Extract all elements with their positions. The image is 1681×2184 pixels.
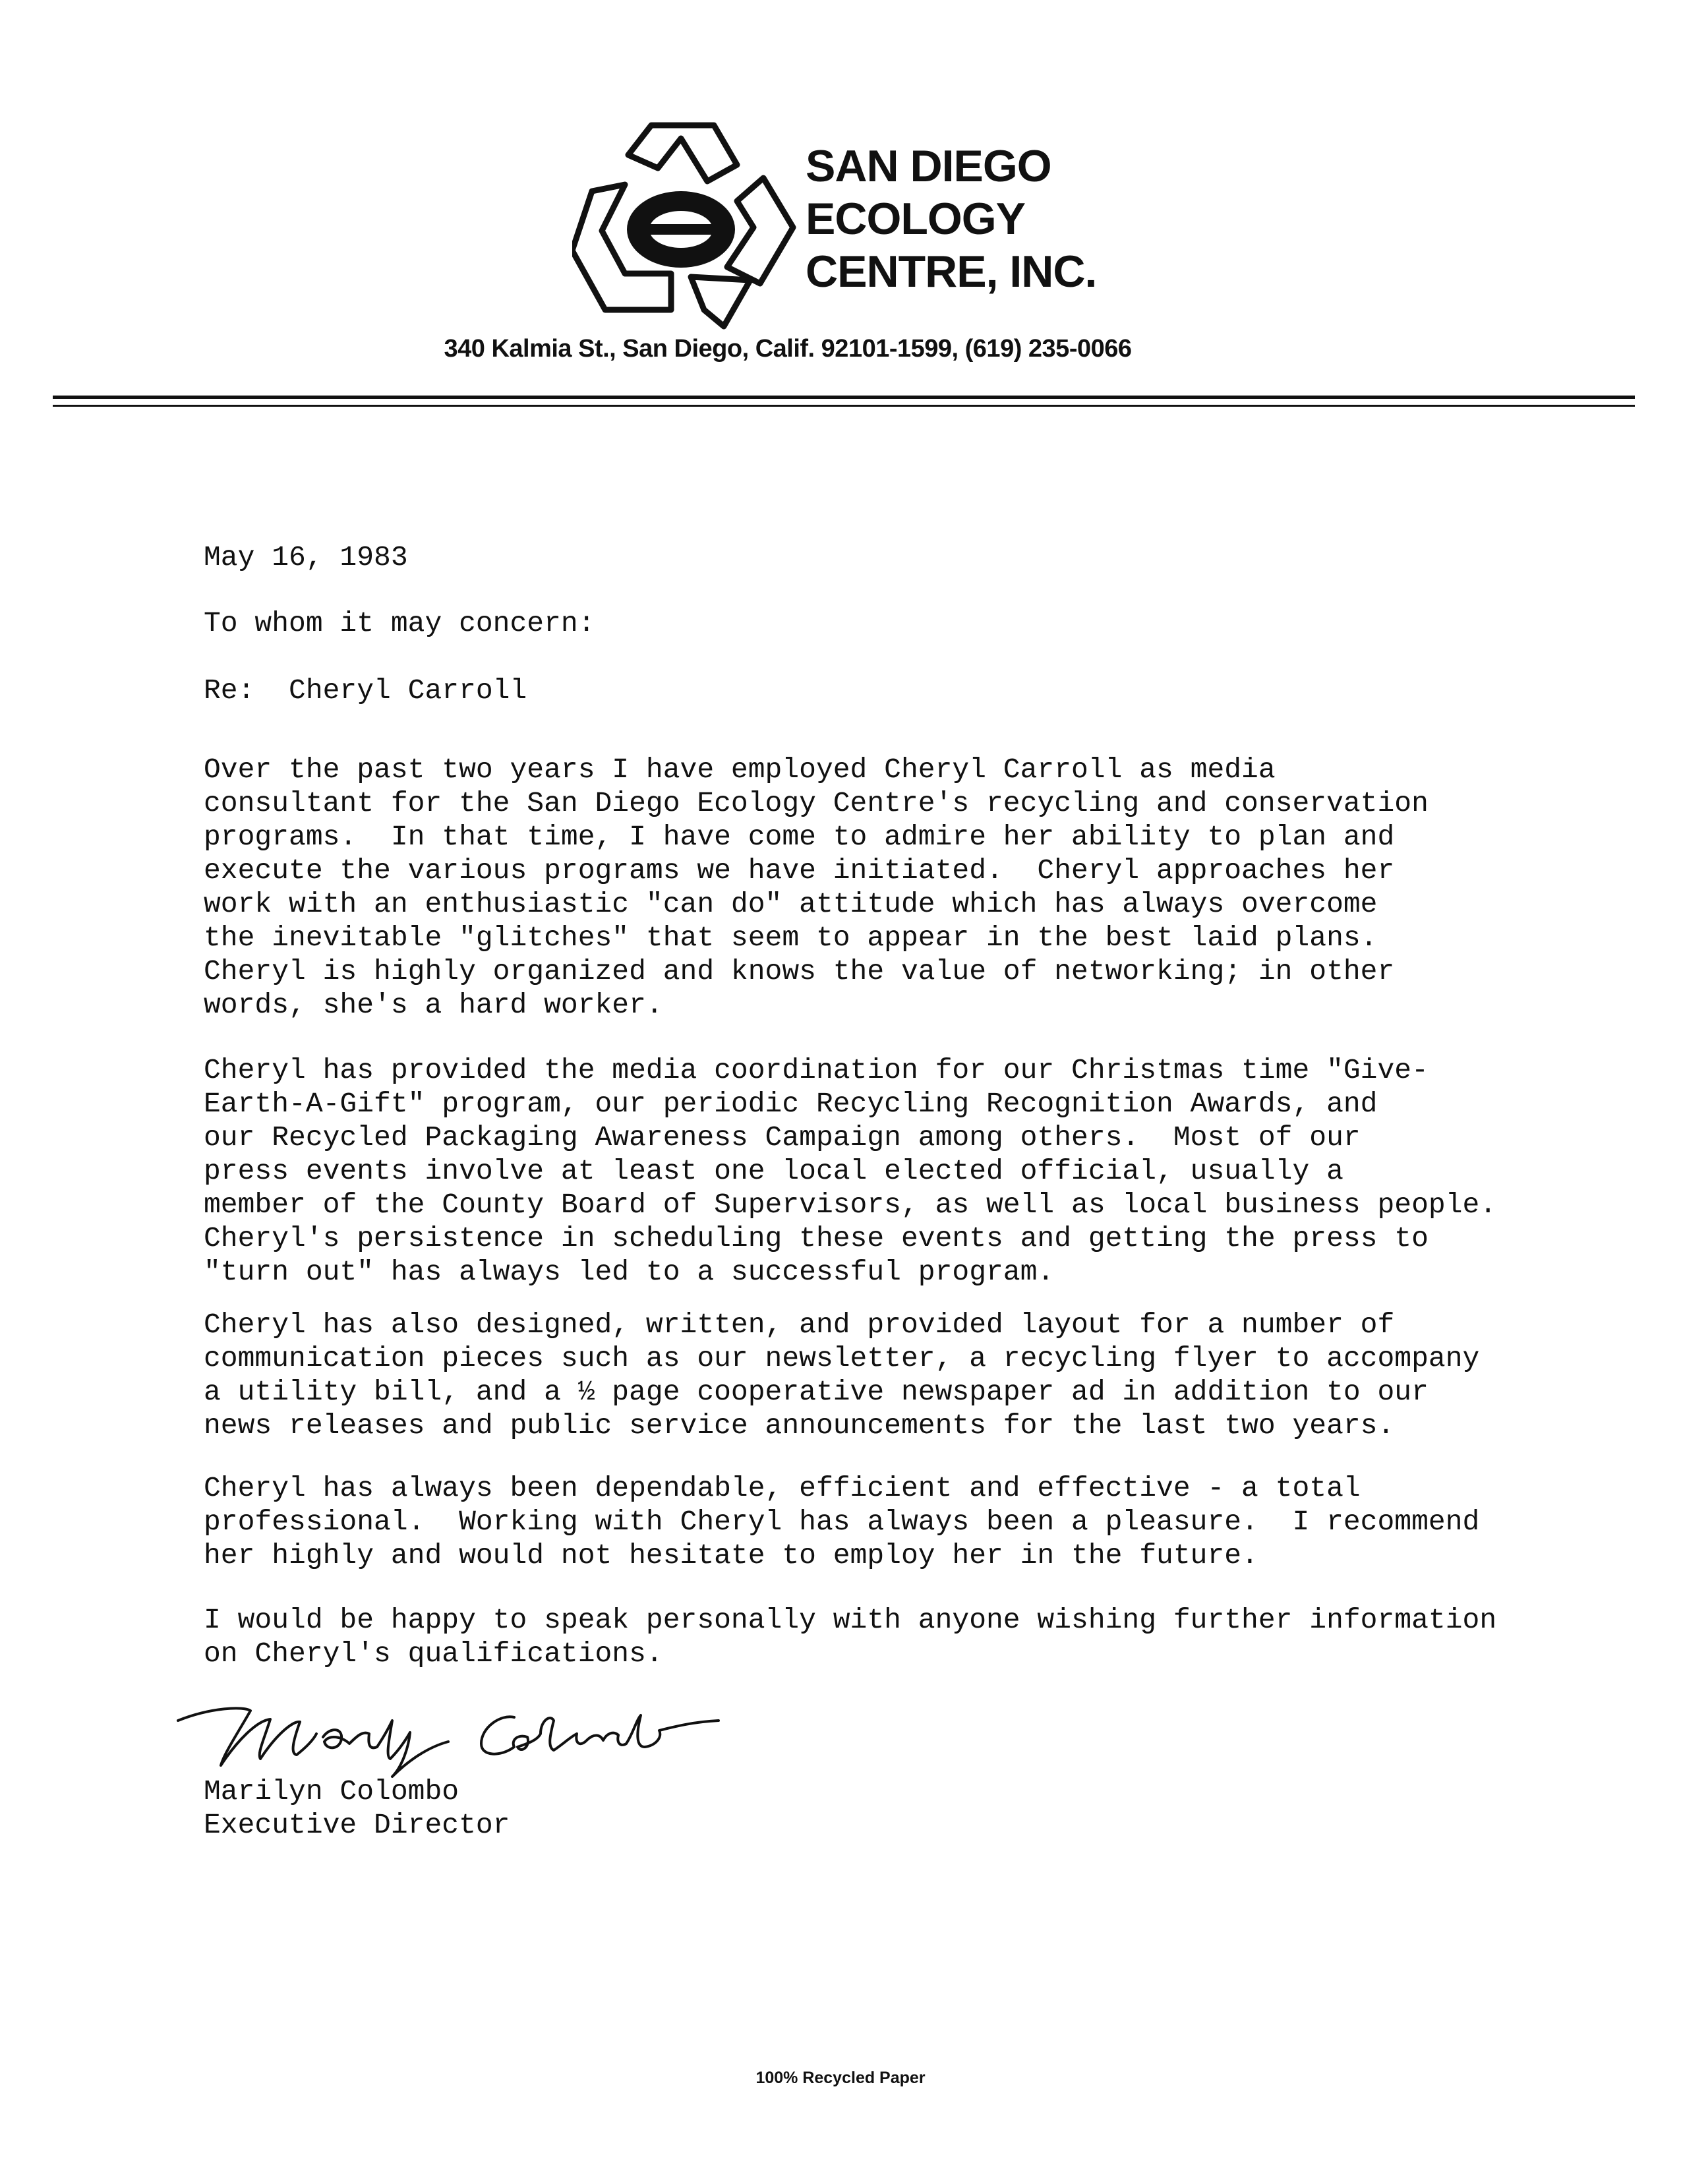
paragraph <box>204 1471 1479 1572</box>
subject-line: Re: Cheryl Carroll <box>204 674 527 707</box>
text-line: our Recycled Packaging Awareness Campaign among others. Most of our <box>204 1121 1361 1154</box>
header-divider <box>53 405 1635 407</box>
organization-name <box>806 140 1096 298</box>
header-divider <box>53 396 1635 399</box>
text-line: words, she's a hard worker. <box>204 989 663 1021</box>
text-line: Cheryl's persistence in scheduling these events and getting the press to <box>204 1222 1429 1254</box>
signer-title: Executive Director <box>204 1809 510 1841</box>
text-line: on Cheryl's qualifications. <box>204 1638 663 1670</box>
text-line: programs. In that time, I have come to admire her ability to plan and <box>204 821 1395 853</box>
paragraph <box>204 1603 1496 1670</box>
salutation: To whom it may concern: <box>204 607 595 639</box>
text-line: news releases and public service announcements for the last two years. <box>204 1409 1395 1442</box>
letterhead-address <box>0 335 1681 363</box>
text-line: Cheryl has always been dependable, efficient and effective - a total <box>204 1472 1361 1504</box>
paragraph <box>204 1053 1496 1289</box>
text-line: work with an enthusiastic "can do" attitude which has always overcome <box>204 888 1378 920</box>
text-line: Cheryl has also designed, written, and provided layout for a number of <box>204 1309 1395 1341</box>
organization-name-line: SAN DIEGO <box>806 141 1051 191</box>
text-line: execute the various programs we have initiated. Cheryl approaches her <box>204 854 1395 887</box>
text-line: communication pieces such as our newsletter, a recycling flyer to accompany <box>204 1342 1480 1374</box>
text-line: I would be happy to speak personally with anyone wishing further information <box>204 1604 1497 1636</box>
recycling-logo-icon <box>572 119 796 336</box>
paragraph <box>204 753 1429 1022</box>
organization-name-line: CENTRE, INC. <box>806 247 1097 297</box>
text-line: her highly and would not hesitate to employ her in the future. <box>204 1539 1258 1572</box>
signature-block <box>204 1775 510 1842</box>
organization-name-line: ECOLOGY <box>806 194 1026 244</box>
letter-date: May 16, 1983 <box>204 541 408 574</box>
text-line: Cheryl is highly organized and knows the value of networking; in other <box>204 955 1395 988</box>
letterhead <box>0 0 1681 422</box>
text-line: Over the past two years I have employed Cheryl Carroll as media <box>204 753 1276 786</box>
handwritten-signature <box>171 1681 752 1780</box>
text-line: professional. Working with Cheryl has always been a pleasure. I recommend <box>204 1506 1480 1538</box>
text-line: member of the County Board of Supervisors, as well as local business people. <box>204 1189 1497 1221</box>
footer-note: 100% Recycled Paper <box>755 2069 926 2087</box>
text-line: Cheryl has provided the media coordination for our Christmas time "Give- <box>204 1054 1429 1086</box>
signer-name: Marilyn Colombo <box>204 1775 459 1808</box>
paragraph <box>204 1308 1479 1442</box>
text-line: a utility bill, and a ½ page cooperative newspaper ad in addition to our <box>204 1376 1429 1408</box>
text-line: the inevitable "glitches" that seem to appear in the best laid plans. <box>204 922 1378 954</box>
text-line: Earth-A-Gift" program, our periodic Recycling Recognition Awards, and <box>204 1088 1378 1120</box>
text-line: consultant for the San Diego Ecology Centre's recycling and conservation <box>204 787 1429 819</box>
text-line: "turn out" has always led to a successful program. <box>204 1256 1055 1288</box>
text-line: press events involve at least one local elected official, usually a <box>204 1155 1343 1187</box>
address-text: 340 Kalmia St., San Diego, Calif. 92101-1599, (619) 235-0066 <box>444 335 1132 363</box>
